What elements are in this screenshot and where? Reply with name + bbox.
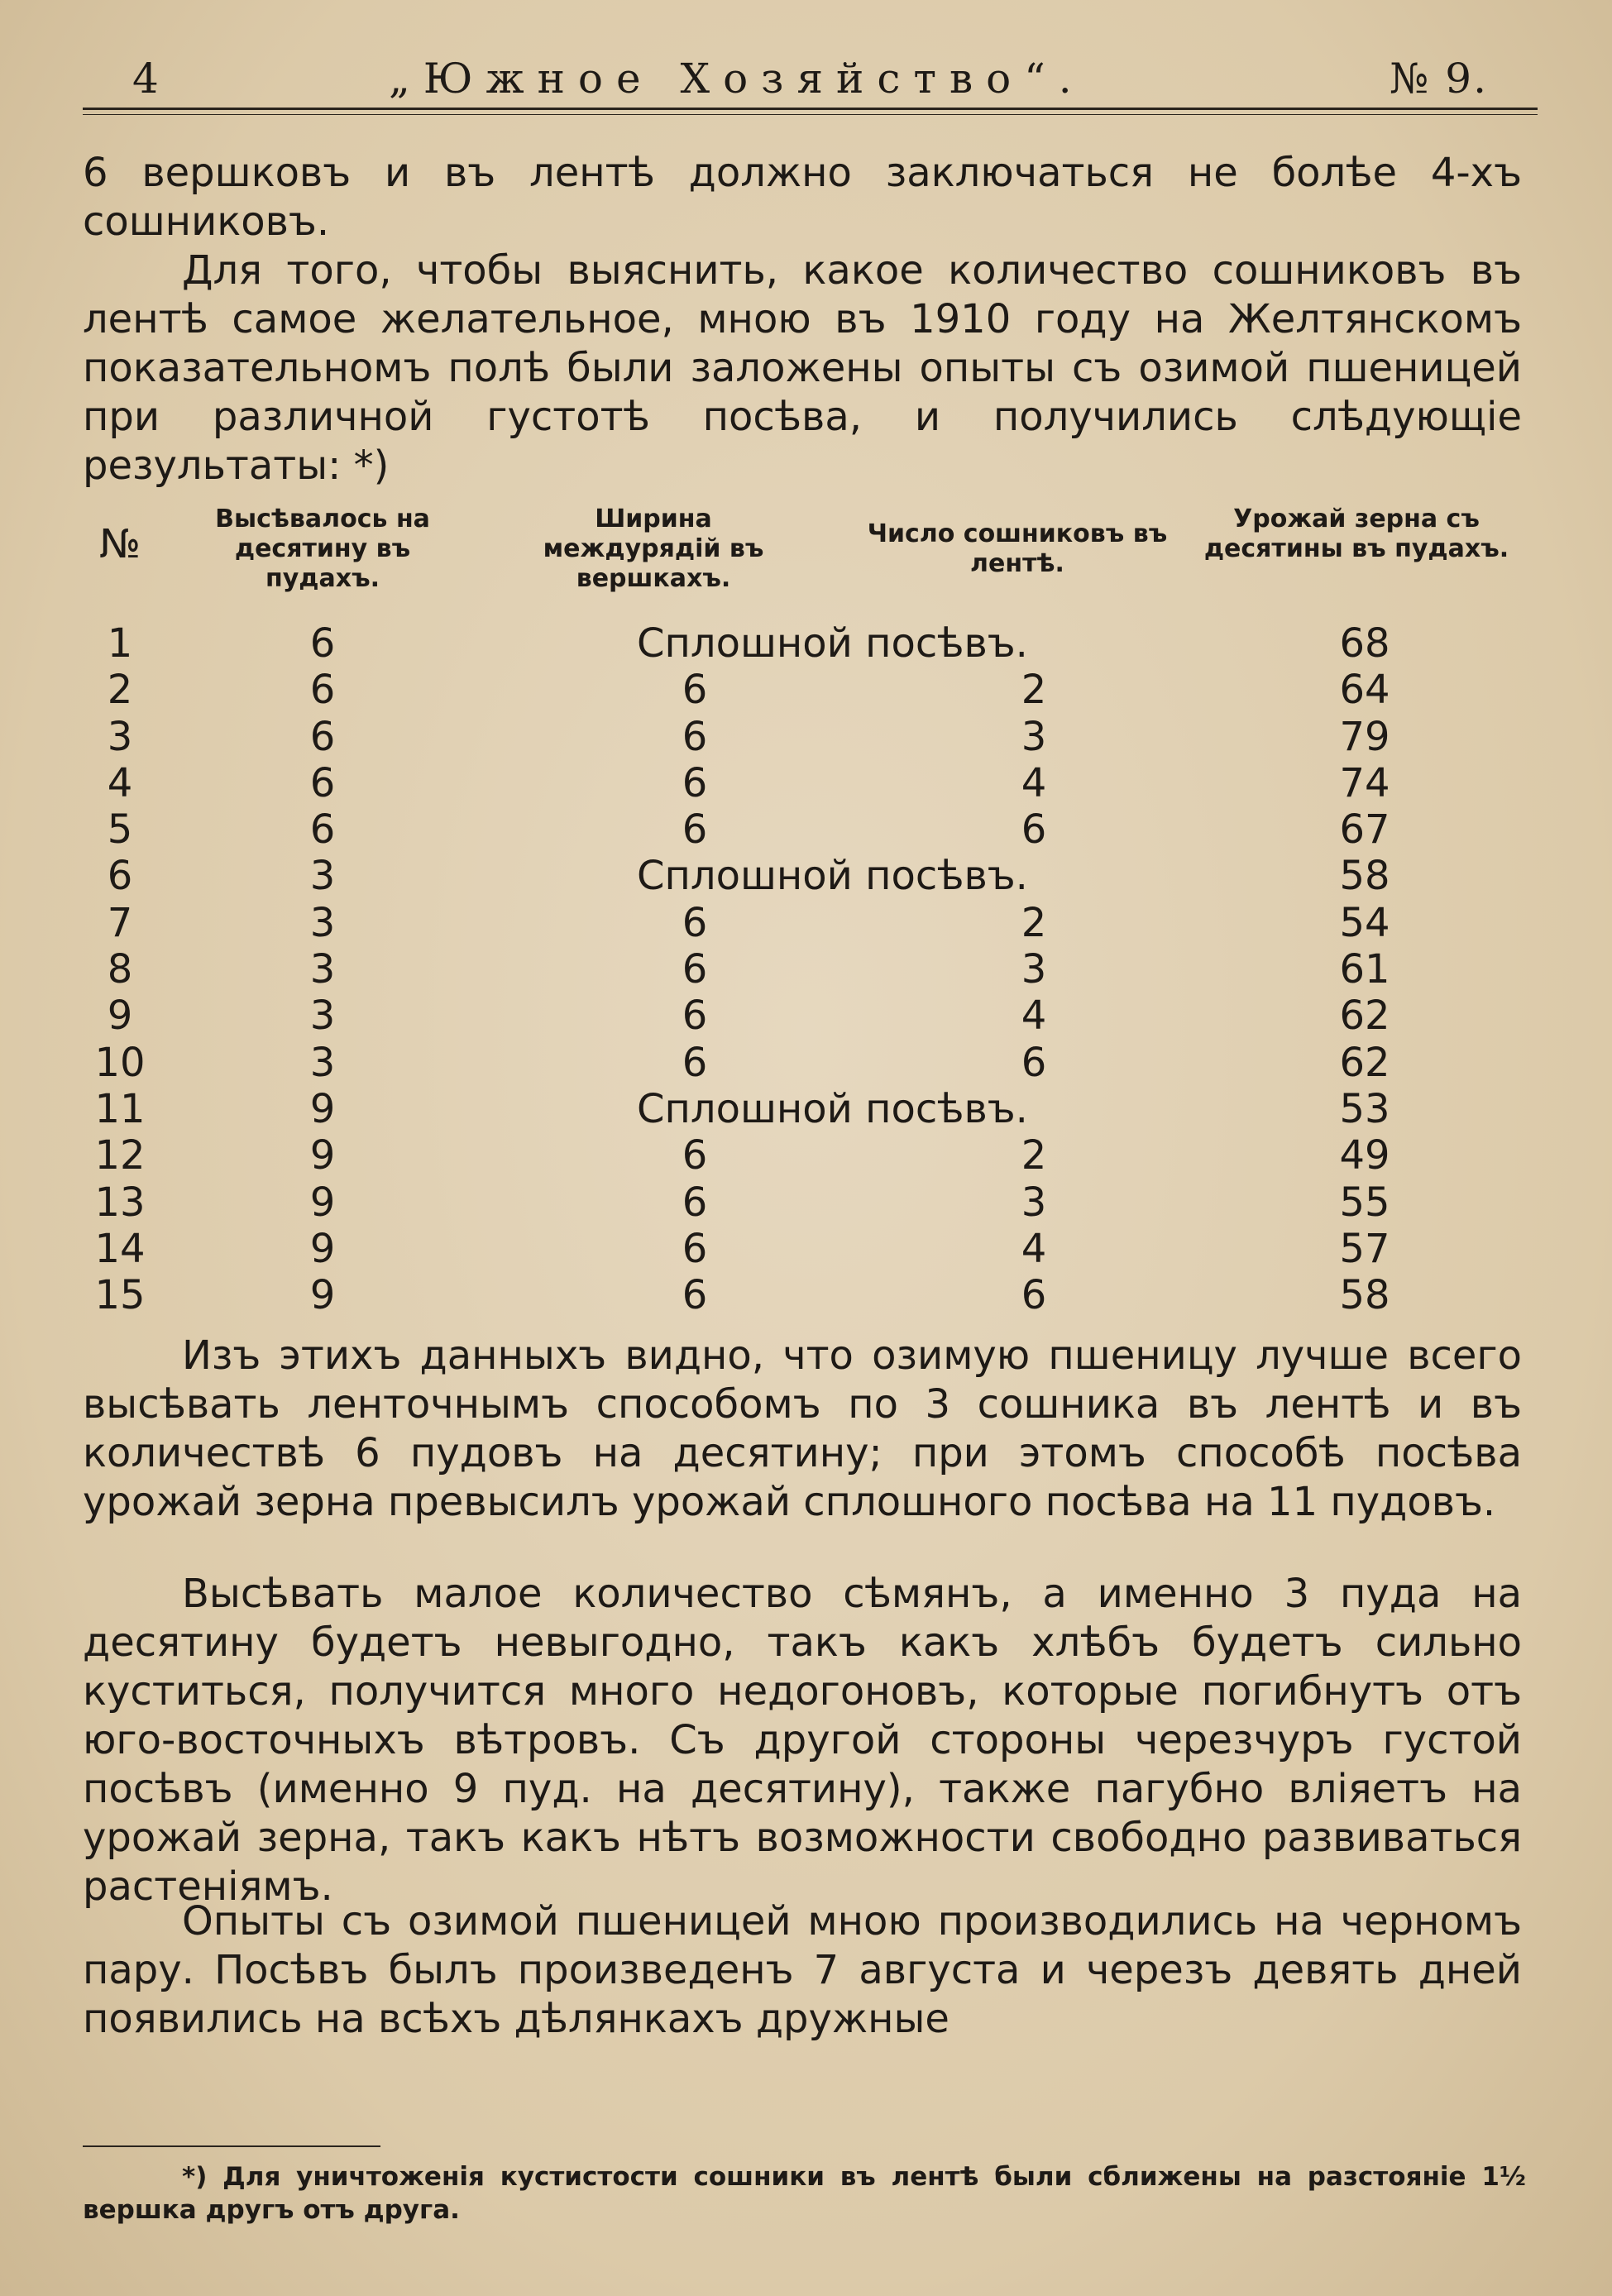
table-row bbox=[83, 1040, 1538, 1086]
cell-coulter-count: 2 bbox=[1021, 667, 1047, 714]
header-yield: Урожай зерна съ десятины въ пудахъ. bbox=[1203, 505, 1509, 563]
row-number: 9 bbox=[107, 993, 133, 1040]
cell-yield: 57 bbox=[1339, 1225, 1390, 1272]
row-number: 11 bbox=[94, 1085, 146, 1132]
cell-coulter-count: 6 bbox=[1021, 1039, 1047, 1086]
cell-yield: 64 bbox=[1339, 667, 1390, 714]
row-number: 2 bbox=[107, 667, 133, 714]
table-row bbox=[83, 1226, 1538, 1272]
header-number: № bbox=[99, 521, 141, 567]
row-number: 7 bbox=[107, 899, 133, 946]
cell-row-width: 6 bbox=[682, 1039, 708, 1086]
table-row bbox=[83, 1179, 1538, 1226]
table-header bbox=[83, 505, 1538, 604]
row-number: 8 bbox=[107, 946, 133, 993]
cell-yield: 62 bbox=[1339, 1039, 1390, 1086]
table-row bbox=[83, 1272, 1538, 1318]
cell-row-width: 6 bbox=[682, 806, 708, 854]
page-number: 4 bbox=[132, 55, 160, 103]
header-row-width: Ширина междурядій въ вершкахъ. bbox=[543, 505, 764, 593]
table-row bbox=[83, 806, 1538, 853]
cell-solid-sowing: Сплошной посѣвъ. bbox=[637, 620, 1028, 667]
cell-yield: 67 bbox=[1339, 806, 1390, 854]
cell-seed-rate: 6 bbox=[309, 667, 336, 714]
table-row bbox=[83, 993, 1538, 1039]
header-coulter-count: Число сошниковъ въ лентѣ. bbox=[867, 519, 1168, 578]
journal-title: „Южное Хозяйство“. bbox=[389, 55, 1085, 103]
cell-seed-rate: 9 bbox=[309, 1132, 336, 1179]
table-row bbox=[83, 946, 1538, 993]
cell-yield: 74 bbox=[1339, 759, 1390, 806]
cell-seed-rate: 3 bbox=[309, 993, 336, 1040]
cell-seed-rate: 6 bbox=[309, 806, 336, 854]
cell-yield: 54 bbox=[1339, 899, 1390, 946]
cell-seed-rate: 6 bbox=[309, 620, 336, 667]
footnote: *) Для уничтоженія кустистости сошники въ лентѣ были сближены на разстояніе 1½ вершка другъ отъ друга. bbox=[83, 2162, 1526, 2225]
cell-coulter-count: 3 bbox=[1021, 1179, 1047, 1226]
cell-yield: 58 bbox=[1339, 1272, 1390, 1319]
cell-yield: 61 bbox=[1339, 946, 1390, 993]
cell-yield: 58 bbox=[1339, 853, 1390, 900]
header-seed-rate: Высѣвалось на десятину въ пудахъ. bbox=[215, 505, 430, 593]
header-rule-thin bbox=[83, 114, 1538, 115]
table-row bbox=[83, 853, 1538, 899]
cell-coulter-count: 3 bbox=[1021, 713, 1047, 760]
cell-yield: 79 bbox=[1339, 713, 1390, 760]
row-number: 5 bbox=[107, 806, 133, 854]
cell-row-width: 6 bbox=[682, 667, 708, 714]
cell-row-width: 6 bbox=[682, 713, 708, 760]
row-number: 3 bbox=[107, 713, 133, 760]
table-row bbox=[83, 900, 1538, 946]
row-number: 12 bbox=[94, 1132, 146, 1179]
cell-seed-rate: 9 bbox=[309, 1225, 336, 1272]
paragraph-seed-rate: Высѣвать малое количество сѣмянъ, а именно 3 пуда на десятину будетъ невыгодно, такъ какъ хлѣбъ будетъ сильно куститься, получится много недогоновъ, которые погибнутъ отъ юго-восточныхъ вѣтровъ. Съ другой стороны черезчуръ густой посѣвъ (именно 9 пуд. на десятину), также пагубно вліяетъ на урожай зерна, такъ какъ нѣтъ возможности свободно развиваться растеніямъ. bbox=[83, 1571, 1522, 1910]
cell-row-width: 6 bbox=[682, 1272, 708, 1319]
cell-row-width: 6 bbox=[682, 759, 708, 806]
cell-coulter-count: 4 bbox=[1021, 993, 1047, 1040]
table-row bbox=[83, 620, 1538, 667]
row-number: 1 bbox=[107, 620, 133, 667]
page-header bbox=[83, 48, 1538, 114]
table-row bbox=[83, 760, 1538, 806]
cell-seed-rate: 6 bbox=[309, 759, 336, 806]
cell-seed-rate: 6 bbox=[309, 713, 336, 760]
cell-solid-sowing: Сплошной посѣвъ. bbox=[637, 853, 1028, 900]
table-row bbox=[83, 667, 1538, 713]
cell-row-width: 6 bbox=[682, 1225, 708, 1272]
paragraph-conclusion: Изъ этихъ данныхъ видно, что озимую пшеницу лучше всего высѣвать ленточнымъ способомъ по 3 сошника въ лентѣ и въ количествѣ 6 пудовъ на десятину; при этомъ способѣ посѣва урожай зерна превысилъ урожай сплошного посѣва на 11 пудовъ. bbox=[83, 1332, 1522, 1525]
cell-coulter-count: 6 bbox=[1021, 1272, 1047, 1319]
cell-coulter-count: 4 bbox=[1021, 1225, 1047, 1272]
results-table bbox=[83, 620, 1538, 1318]
cell-row-width: 6 bbox=[682, 993, 708, 1040]
cell-row-width: 6 bbox=[682, 899, 708, 946]
cell-yield: 68 bbox=[1339, 620, 1390, 667]
cell-seed-rate: 9 bbox=[309, 1179, 336, 1226]
paragraph-experiment: Для того, чтобы выяснить, какое количество сошниковъ въ лентѣ самое желательное, мною въ 1910 году на Желтянскомъ показательномъ полѣ были заложены опыты съ озимой пшеницей при различной густотѣ посѣва, и получились слѣдующіе результаты: *) bbox=[83, 247, 1522, 489]
cell-coulter-count: 2 bbox=[1021, 1132, 1047, 1179]
cell-seed-rate: 3 bbox=[309, 899, 336, 946]
table-row bbox=[83, 714, 1538, 760]
cell-solid-sowing: Сплошной посѣвъ. bbox=[637, 1085, 1028, 1132]
table-row bbox=[83, 1132, 1538, 1179]
table-row bbox=[83, 1086, 1538, 1132]
row-number: 15 bbox=[94, 1272, 146, 1319]
cell-seed-rate: 9 bbox=[309, 1272, 336, 1319]
row-number: 13 bbox=[94, 1179, 146, 1226]
cell-yield: 53 bbox=[1339, 1085, 1390, 1132]
cell-coulter-count: 6 bbox=[1021, 806, 1047, 854]
cell-coulter-count: 2 bbox=[1021, 899, 1047, 946]
cell-row-width: 6 bbox=[682, 1179, 708, 1226]
header-rule bbox=[83, 108, 1538, 110]
paragraph-intro: 6 вершковъ и въ лентѣ должно заключаться не болѣе 4-хъ сошниковъ. bbox=[83, 150, 1522, 245]
issue-number: № 9. bbox=[1390, 55, 1488, 103]
cell-yield: 62 bbox=[1339, 993, 1390, 1040]
row-number: 6 bbox=[107, 853, 133, 900]
cell-row-width: 6 bbox=[682, 1132, 708, 1179]
row-number: 10 bbox=[94, 1039, 146, 1086]
cell-seed-rate: 3 bbox=[309, 1039, 336, 1086]
cell-coulter-count: 4 bbox=[1021, 759, 1047, 806]
row-number: 4 bbox=[107, 759, 133, 806]
cell-coulter-count: 3 bbox=[1021, 946, 1047, 993]
paragraph-fallow: Опыты съ озимой пшеницей мною производились на черномъ пару. Посѣвъ былъ произведенъ 7 августа и черезъ девять дней появились на всѣхъ дѣлянкахъ дружные bbox=[83, 1898, 1522, 2042]
cell-yield: 49 bbox=[1339, 1132, 1390, 1179]
footnote-rule bbox=[83, 2145, 380, 2147]
cell-seed-rate: 3 bbox=[309, 946, 336, 993]
cell-seed-rate: 3 bbox=[309, 853, 336, 900]
row-number: 14 bbox=[94, 1225, 146, 1272]
cell-row-width: 6 bbox=[682, 946, 708, 993]
cell-yield: 55 bbox=[1339, 1179, 1390, 1226]
cell-seed-rate: 9 bbox=[309, 1085, 336, 1132]
